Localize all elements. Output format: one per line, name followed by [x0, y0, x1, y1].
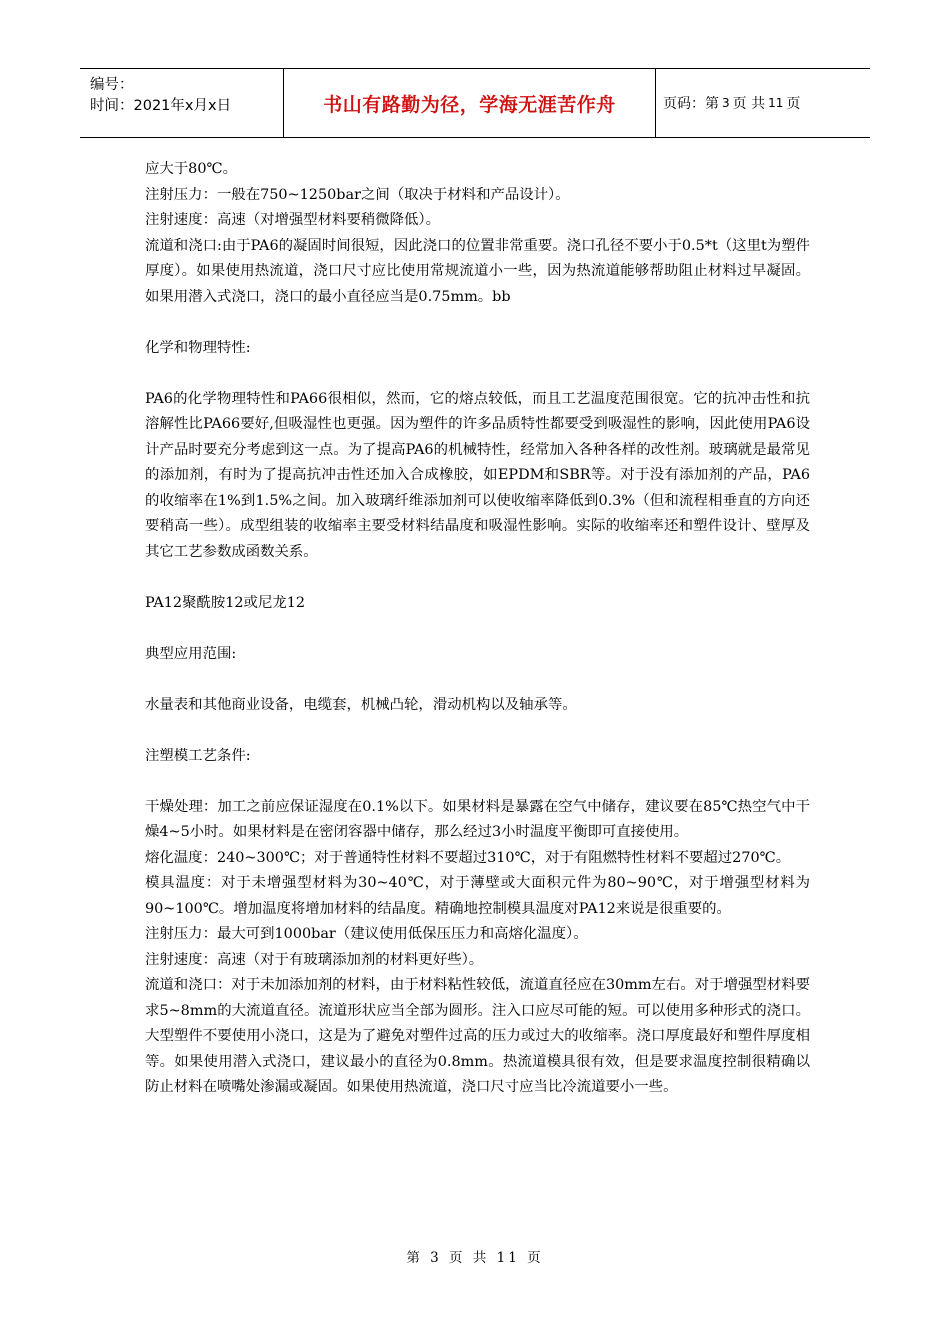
body-paragraph: 熔化温度：240~300℃；对于普通特性材料不要超过310℃，对于有阻燃特性材料不要超过270℃。: [145, 849, 791, 866]
body-paragraph: 水量表和其他商业设备，电缆套，机械凸轮，滑动机构以及轴承等。: [145, 696, 577, 713]
body-paragraph: 注射压力：一般在750~1250bar之间（取决于材料和产品设计）。: [145, 186, 570, 203]
header-page-total: 11: [768, 96, 784, 110]
document-number-label: 编号：: [90, 77, 134, 93]
page-footer: [0, 1246, 950, 1266]
header-page-suffix: 页: [786, 96, 801, 112]
body-paragraph: PA6的化学物理特性和PA66很相似，然而，它的熔点较低，而且工艺温度范围很宽。它的抗冲击性和抗溶解性比PA66要好,但吸湿性也更强。因为塑件的许多品质特性都要受到吸湿性的影响，因此使用PA6设计产品时要充分考虑到这一点。为了提高PA6的机械特性，经常加入各种各样的改性剂。玻璃就是最常见的添加剂，有时为了提高抗冲击性还加入合成橡胶，如EPDM和SBR等。对于没有添加剂的产品，PA6的收缩率在1%到1.5%之间。加入玻璃纤维添加剂可以使收缩率降低到0.3%（但和流程相垂直的方向还要稍高一些）。成型组装的收缩率主要受材料结晶度和吸湿性影响。实际的收缩率还和塑件设计、壁厚及其它工艺参数成函数关系。: [145, 390, 810, 560]
header-page-indicator: [656, 69, 870, 137]
header-motto: 书山有路勤为径，学海无涯苦作舟: [283, 69, 656, 137]
header-page-current: 3: [722, 96, 730, 110]
document-body: [145, 157, 810, 1101]
body-paragraph: 注射压力：最大可到1000bar（建议使用低保压压力和高熔化温度）。: [145, 926, 588, 942]
body-paragraph: 化学和物理特性:: [145, 339, 251, 356]
footer-middle: 页 共: [449, 1250, 490, 1266]
page-header: [80, 68, 870, 138]
body-paragraph: 流道和浇口:由于PA6的凝固时间很短，因此浇口的位置非常重要。浇口孔径不要小于0.5*t（这里t为塑件厚度）。如果使用热流道，浇口尺寸应比使用常规流道小一些，因为热流道能够帮助阻止材料过早凝固。如果用潜入式浇口，浇口的最小直径应当是0.75mm。bb: [145, 237, 810, 305]
header-meta: [80, 69, 283, 137]
body-paragraph: 典型应用范围:: [145, 645, 237, 662]
document-time: 时间：2021年x月x日: [90, 98, 232, 114]
body-paragraph: 注射速度：高速（对于有玻璃添加剂的材料更好些）。: [145, 951, 484, 968]
footer-total-pages: 11: [496, 1250, 520, 1266]
body-paragraph: 注塑模工艺条件:: [145, 747, 251, 764]
body-paragraph: 应大于80℃。: [145, 161, 237, 177]
footer-suffix: 页: [527, 1250, 544, 1266]
body-paragraph: 模具温度：对于未增强型材料为30~40℃，对于薄壁或大面积元件为80~90℃，对于增强型材料为90~100℃。增加温度将增加材料的结晶度。精确地控制模具温度对PA12来说是很重要的。: [145, 875, 810, 917]
body-paragraph: 干燥处理：加工之前应保证湿度在0.1%以下。如果材料是暴露在空气中储存，建议要在85℃热空气中干燥4~5小时。如果材料是在密闭容器中储存，那么经过3小时温度平衡即可直接使用。: [145, 798, 810, 840]
footer-current-page: 3: [430, 1250, 442, 1266]
body-paragraph: 流道和浇口：对于未加添加剂的材料，由于材料粘性较低，流道直径应在30mm左右。对于增强型材料要求5~8mm的大流道直径。流道形状应当全部为圆形。注入口应尽可能的短。可以使用多种形式的浇口。大型塑件不要使用小浇口，这是为了避免对塑件过高的压力或过大的收缩率。浇口厚度最好和塑件厚度相等。如果使用潜入式浇口，建议最小的直径为0.8mm。热流道模具很有效，但是要求温度控制很精确以防止材料在喷嘴处渗漏或凝固。如果使用热流道，浇口尺寸应当比冷流道要小一些。: [145, 977, 810, 1095]
body-paragraph: PA12聚酰胺12或尼龙12: [145, 594, 306, 611]
body-paragraph: 注射速度：高速（对增强型材料要稍微降低）。: [145, 212, 441, 228]
footer-prefix: 第: [406, 1250, 423, 1266]
header-page-prefix: 页码：第: [663, 96, 719, 112]
header-page-middle: 页 共: [732, 96, 766, 112]
